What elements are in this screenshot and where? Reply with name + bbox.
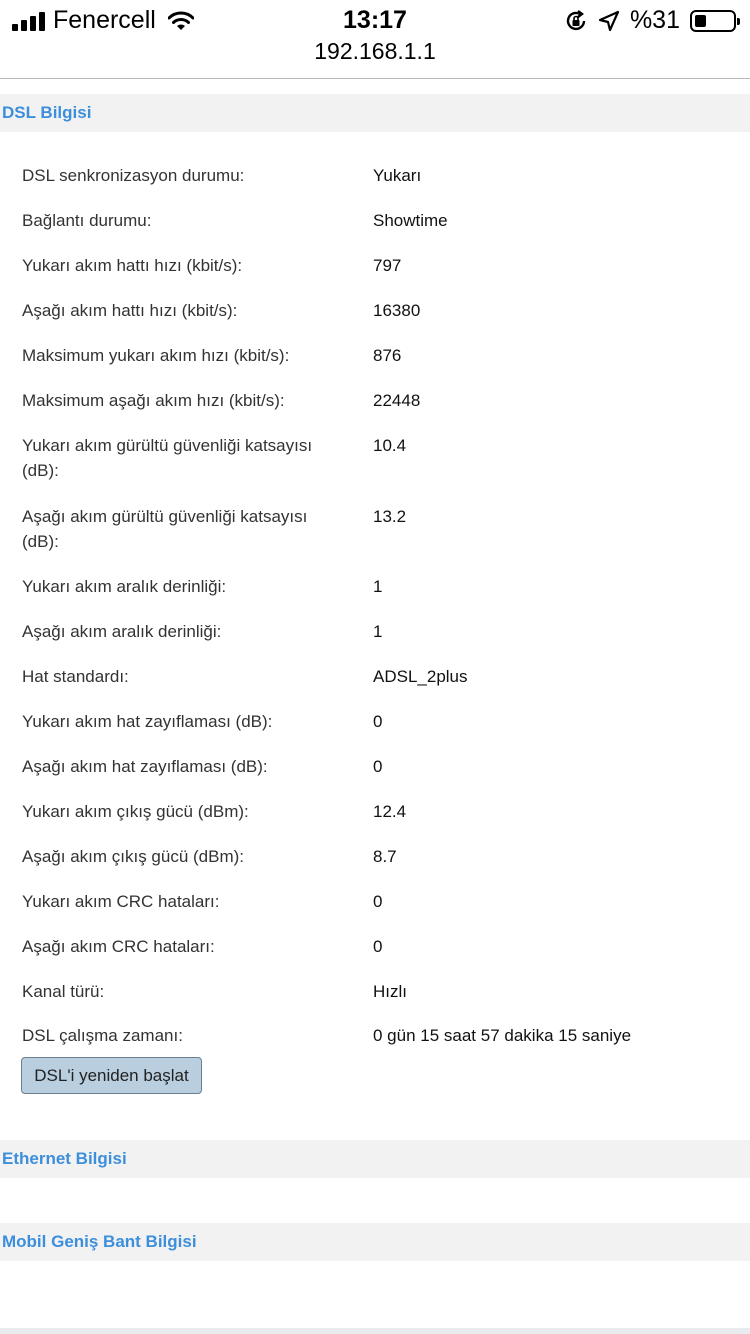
row-value: 16380 bbox=[373, 301, 421, 320]
section-ethernet-header[interactable] bbox=[0, 1140, 750, 1178]
row-value: 1 bbox=[373, 622, 383, 641]
divider bbox=[0, 78, 750, 79]
row-value: 12.4 bbox=[373, 802, 407, 821]
row-value: 0 bbox=[373, 757, 383, 776]
row-label: DSL senkronizasyon durumu: bbox=[22, 166, 245, 185]
section-dsl-title[interactable]: DSL Bilgisi bbox=[2, 103, 92, 122]
row-label: Yukarı akım hattı hızı (kbit/s): bbox=[22, 256, 243, 275]
section-mobile-header[interactable] bbox=[0, 1223, 750, 1261]
row-label: Yukarı akım aralık derinliği: bbox=[22, 577, 227, 596]
row-value: 797 bbox=[373, 256, 402, 275]
row-label: Aşağı akım çıkış gücü (dBm): bbox=[22, 847, 245, 866]
bottom-divider bbox=[0, 1328, 750, 1334]
row-label: Yukarı akım gürültü güvenliği katsayısı (dB): bbox=[22, 436, 313, 480]
row-label: Maksimum aşağı akım hızı (kbit/s): bbox=[22, 391, 285, 410]
row-label: Aşağı akım aralık derinliği: bbox=[22, 622, 222, 641]
section-dsl-header[interactable] bbox=[0, 94, 750, 132]
row-value: 876 bbox=[373, 346, 402, 365]
row-label: Yukarı akım hat zayıflaması (dB): bbox=[22, 712, 273, 731]
battery-fill bbox=[695, 15, 706, 27]
row-value: 0 bbox=[373, 892, 383, 911]
row-value: 22448 bbox=[373, 391, 421, 410]
row-label: Yukarı akım çıkış gücü (dBm): bbox=[22, 802, 249, 821]
row-value: 0 bbox=[373, 937, 383, 956]
status-right bbox=[564, 6, 736, 35]
row-label: Aşağı akım hattı hızı (kbit/s): bbox=[22, 301, 238, 320]
row-value: 0 bbox=[373, 712, 383, 731]
row-label: Hat standardı: bbox=[22, 667, 129, 686]
row-value: Showtime bbox=[373, 211, 448, 230]
row-label: DSL çalışma zamanı: bbox=[22, 1026, 183, 1045]
row-value: 13.2 bbox=[373, 507, 407, 526]
row-label: Bağlantı durumu: bbox=[22, 211, 152, 230]
orientation-lock-icon bbox=[564, 9, 588, 33]
row-value: ADSL_2plus bbox=[373, 667, 468, 686]
status-bar bbox=[0, 0, 750, 40]
row-value: 8.7 bbox=[373, 847, 397, 866]
row-value: 10.4 bbox=[373, 436, 407, 455]
row-label: Aşağı akım gürültü güvenliği katsayısı (dB): bbox=[22, 507, 308, 551]
restart-dsl-button[interactable]: DSL'i yeniden başlat bbox=[21, 1057, 202, 1094]
battery-icon bbox=[690, 10, 736, 32]
battery-percent: %31 bbox=[629, 6, 680, 34]
location-arrow-icon bbox=[598, 10, 620, 32]
row-label: Yukarı akım CRC hataları: bbox=[22, 892, 220, 911]
section-ethernet-title[interactable]: Ethernet Bilgisi bbox=[2, 1149, 127, 1168]
row-label: Aşağı akım hat zayıflaması (dB): bbox=[22, 757, 268, 776]
row-label: Aşağı akım CRC hataları: bbox=[22, 937, 215, 956]
row-label: Maksimum yukarı akım hızı (kbit/s): bbox=[22, 346, 290, 365]
row-label: Kanal türü: bbox=[22, 982, 105, 1001]
section-mobile-title[interactable]: Mobil Geniş Bant Bilgisi bbox=[2, 1232, 197, 1251]
carrier-name: Fenercell bbox=[53, 6, 156, 34]
row-value: 0 gün 15 saat 57 dakika 15 saniye bbox=[373, 1026, 632, 1045]
row-value: Hızlı bbox=[373, 982, 407, 1001]
row-value: Yukarı bbox=[373, 166, 422, 185]
row-value: 1 bbox=[373, 577, 383, 596]
clock: 13:17 bbox=[343, 6, 407, 34]
url-bar[interactable]: 192.168.1.1 bbox=[314, 38, 436, 64]
